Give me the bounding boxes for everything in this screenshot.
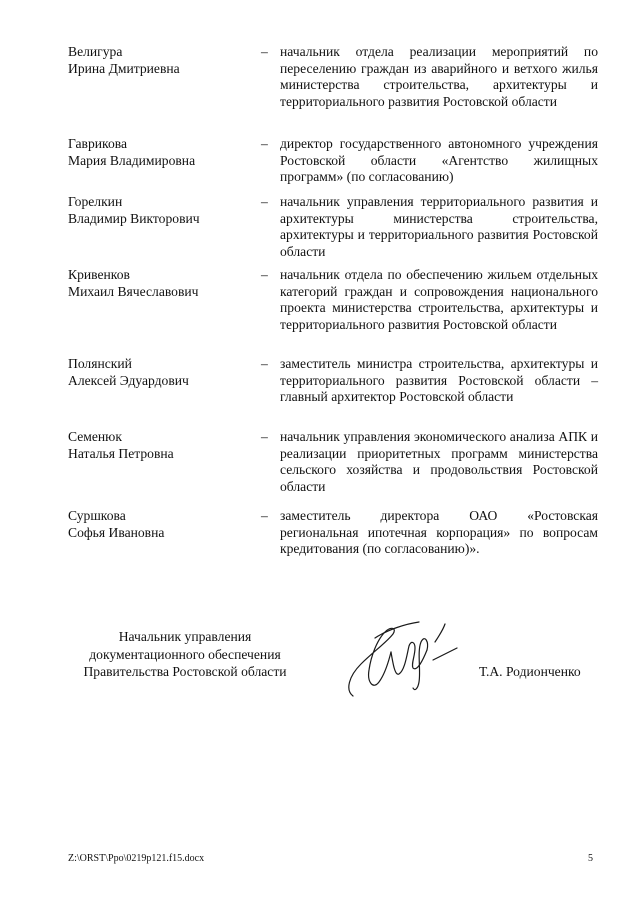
member-given-names: Мария Владимировна bbox=[68, 152, 196, 168]
member-position: начальник отдела по обеспечению жильем отдельных категорий граждан и сопровождения национального проекта министерства строительства, архитектуры и территориального развития Ростовской области bbox=[280, 267, 598, 333]
signatory-title-line-3: Правительства Ростовской области bbox=[83, 664, 287, 679]
signatory-title-line-1: Начальник управления bbox=[118, 629, 252, 644]
member-name bbox=[68, 136, 248, 169]
member-position: заместитель директора ОАО «Ростовская региональная ипотечная корпорация» по вопросам кредитования (по согласованию)». bbox=[280, 508, 598, 557]
member-surname: Семенюк bbox=[68, 429, 122, 444]
member-surname: Суршкова bbox=[68, 508, 126, 523]
dash-separator: – bbox=[261, 267, 268, 282]
member-surname: Гаврикова bbox=[68, 136, 128, 151]
member-given-names: Софья Ивановна bbox=[68, 524, 165, 540]
signer-name: Т.А. Родионченко bbox=[479, 664, 581, 679]
member-position: директор государственного автономного учреждения Ростовской области «Агентство жилищных программ» (по согласованию) bbox=[280, 136, 598, 185]
signatory-title bbox=[60, 628, 310, 681]
member-surname: Велигура bbox=[68, 44, 123, 59]
member-given-names: Михаил Вячеславович bbox=[68, 283, 199, 299]
member-given-names: Наталья Петровна bbox=[68, 445, 174, 461]
member-position: начальник управления экономического анализа АПК и реализации приоритетных программ министерства сельского хозяйства и продовольствия Ростовской области bbox=[280, 429, 598, 495]
member-name bbox=[68, 194, 248, 227]
signatory-title-line-2: документационного обеспечения bbox=[89, 646, 281, 662]
member-position: начальник управления территориального развития и архитектуры министерства строительства, архитектуры и территориального развития Ростовской области bbox=[280, 194, 598, 260]
dash-separator: – bbox=[261, 356, 268, 371]
member-name bbox=[68, 429, 248, 462]
footer-file-path: Z:\ORST\Ppo\0219p121.f15.docx bbox=[68, 853, 205, 864]
member-given-names: Ирина Дмитриевна bbox=[68, 60, 180, 76]
member-name bbox=[68, 356, 248, 389]
dash-separator: – bbox=[261, 508, 268, 523]
page-number: 5 bbox=[588, 853, 593, 864]
member-surname: Полянский bbox=[68, 356, 132, 371]
handwritten-signature bbox=[335, 612, 465, 702]
member-surname: Кривенков bbox=[68, 267, 130, 282]
member-name bbox=[68, 267, 248, 300]
dash-separator: – bbox=[261, 44, 268, 59]
dash-separator: – bbox=[261, 429, 268, 444]
dash-separator: – bbox=[261, 194, 268, 209]
member-position: заместитель министра строительства, архитектуры и территориального развития Ростовской области – главный архитектор Ростовской области bbox=[280, 356, 598, 405]
dash-separator: – bbox=[261, 136, 268, 151]
member-given-names: Владимир Викторович bbox=[68, 210, 200, 226]
member-given-names: Алексей Эдуардович bbox=[68, 372, 189, 388]
member-name bbox=[68, 508, 248, 541]
member-name bbox=[68, 44, 248, 77]
member-surname: Горелкин bbox=[68, 194, 123, 209]
member-position: начальник отдела реализации мероприятий по переселению граждан из аварийного и ветхого жилья министерства строительства, архитектуры и территориального развития Ростовской области bbox=[280, 44, 598, 110]
